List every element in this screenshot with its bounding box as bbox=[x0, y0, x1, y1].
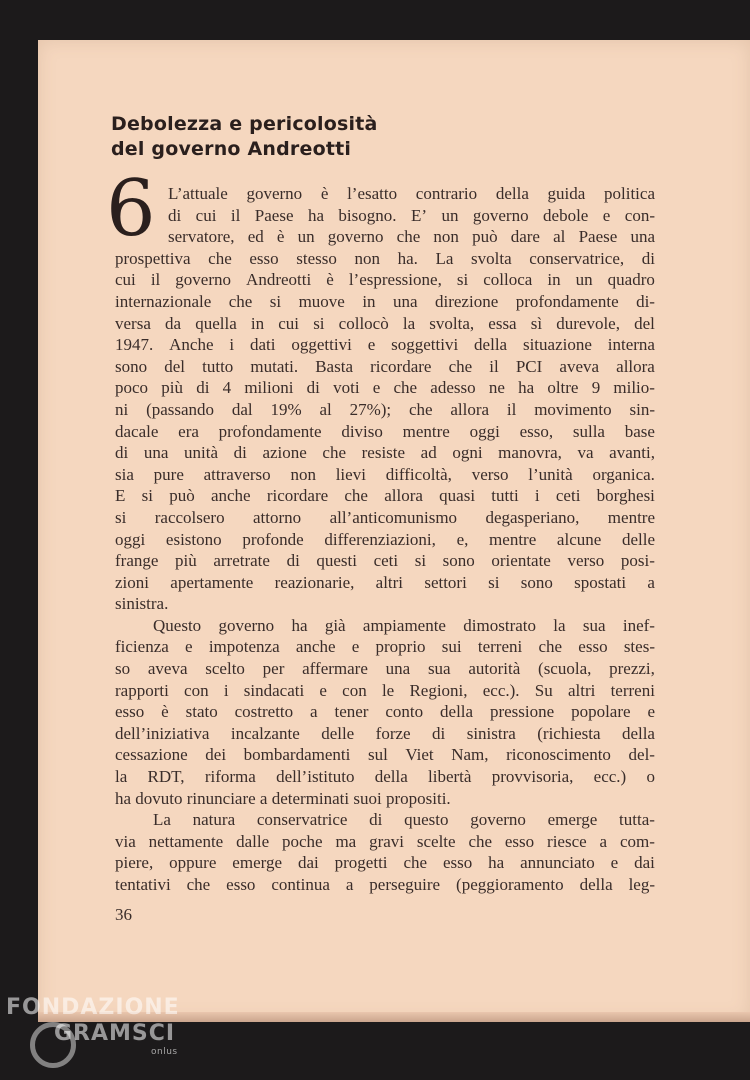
text-line: E si può anche ricordare che allora quasi tutti i ceti borghesi bbox=[115, 486, 655, 506]
watermark-line-1: FONDAZIONE bbox=[6, 995, 180, 1020]
text-line: tentativi che esso continua a perseguire (peggioramento della leg- bbox=[115, 875, 655, 894]
heading-line-2: del governo Andreotti bbox=[111, 138, 352, 160]
text-line: cessazione dei bombardamenti sul Viet Nam, riconoscimento del- bbox=[115, 745, 655, 765]
text-line: ficienza e impotenza anche e proprio sui terreni che esso stes- bbox=[115, 637, 655, 657]
text-line: si raccolsero attorno all’anticomunismo degasperiano, mentre bbox=[115, 507, 655, 527]
text-line: ha dovuto rinunciare a determinati suoi propositi. bbox=[115, 788, 451, 808]
text-line: 1947. Anche i dati oggettivi e soggettivi della situazione interna bbox=[115, 335, 655, 355]
text-line: internazionale che si muove in una direzione profondamente di- bbox=[115, 291, 655, 311]
text-line: Questo governo ha già ampiamente dimostrato la sua inef- bbox=[153, 615, 655, 635]
text-line: ni (passando dal 19% al 27%); che allora il movimento sin- bbox=[115, 399, 655, 419]
text-line: versa da quella in cui si collocò la svolta, essa sì durevole, del bbox=[115, 313, 655, 333]
text-line: oggi esistono profonde differenziazioni, e, mentre alcune delle bbox=[115, 529, 655, 549]
watermark-line-2: GRAMSCI bbox=[54, 1021, 176, 1046]
text-line: sia pure attraverso non lievi difficoltà, verso l’unità organica. bbox=[115, 464, 655, 484]
chapter-heading bbox=[111, 112, 378, 162]
page-number: 36 bbox=[115, 905, 132, 924]
watermark-line-3: onlus bbox=[151, 1047, 178, 1057]
text-line: poco più di 4 milioni di voti e che adesso ne ha oltre 9 milio- bbox=[115, 378, 655, 398]
text-line: servatore, ed è un governo che non può dare al Paese una bbox=[168, 227, 655, 247]
text-line: dell’iniziativa incalzante delle forze di sinistra (richiesta della bbox=[115, 723, 655, 743]
text-line: via nettamente dalle poche ma gravi scelte che esso riesce a com- bbox=[115, 831, 655, 851]
heading-line-1: Debolezza e pericolosità bbox=[111, 113, 378, 135]
drop-cap-numeral: 6 bbox=[106, 164, 156, 254]
text-line: piere, oppure emerge dai progetti che esso ha annunciato e dai bbox=[115, 853, 655, 873]
text-line: di una unità di azione che resiste ad ogni manovra, va avanti, bbox=[115, 443, 655, 463]
text-line: La natura conservatrice di questo governo emerge tutta- bbox=[153, 810, 655, 830]
text-line: sinistra. bbox=[115, 594, 169, 614]
text-line: cui il governo Andreotti è l’espressione, si colloca in un quadro bbox=[115, 270, 655, 290]
text-line: rapporti con i sindacati e con le Regioni, ecc.). Su altri terreni bbox=[115, 680, 655, 700]
text-line: sono del tutto mutati. Basta ricordare che il PCI aveva allora bbox=[115, 356, 655, 376]
text-line: zioni apertamente reazionarie, altri settori si sono spostati a bbox=[115, 572, 655, 592]
text-line: la RDT, riforma dell’istituto della libertà provvisoria, ecc.) o bbox=[115, 767, 655, 787]
text-line: L’attuale governo è l’esatto contrario della guida politica bbox=[168, 184, 655, 203]
text-line: esso è stato costretto a tener conto della pressione popolare e bbox=[115, 702, 655, 722]
text-line: so aveva scelto per affermare una sua autorità (scuola, prezzi, bbox=[115, 659, 655, 679]
body-text bbox=[115, 183, 655, 896]
text-line: prospettiva che esso stesso non ha. La svolta conservatrice, di bbox=[115, 248, 655, 268]
text-line: dacale era profondamente diviso mentre oggi esso, sulla base bbox=[115, 421, 655, 441]
text-line: di cui il Paese ha bisogno. E’ un governo debole e con- bbox=[168, 205, 655, 225]
text-line: frange più arretrate di questi ceti si sono orientate verso posi- bbox=[115, 551, 655, 571]
watermark bbox=[6, 995, 180, 1057]
